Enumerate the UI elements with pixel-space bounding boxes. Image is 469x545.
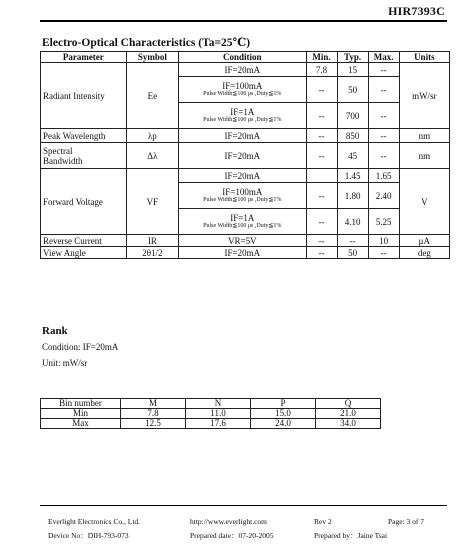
condition-cell: VR=5V — [179, 235, 306, 247]
symbol-delta-lambda: Δλ — [126, 143, 178, 169]
rank-title: Rank — [42, 325, 68, 337]
table-row — [41, 129, 450, 143]
param-forward-voltage: Forward Voltage — [41, 169, 127, 235]
min-cell: 15.0 — [251, 409, 316, 419]
min-cell: -- — [306, 143, 337, 169]
max-label: Max — [41, 419, 121, 429]
header-condition: Condition — [179, 52, 306, 63]
max-cell: 24.0 — [251, 419, 316, 429]
rank-bin-table — [40, 398, 381, 429]
min-cell: 11.0 — [186, 409, 251, 419]
max-cell: -- — [368, 247, 399, 259]
condition-cell: IF=20mA — [179, 247, 306, 259]
header-divider — [40, 20, 447, 22]
bin-m: M — [121, 399, 186, 409]
param-line-1: Spectral — [43, 145, 73, 156]
condition-note: Pulse Width≦100 μs ,Duty≦1% — [203, 197, 282, 203]
param-spectral-bandwidth — [41, 143, 127, 169]
condition-note: Pulse Width≦100 μs ,Duty≦1% — [203, 223, 282, 229]
footer-company: Everlight Electronics Co., Ltd. — [48, 517, 141, 526]
param-peak-wavelength: Peak Wavelength — [41, 129, 127, 143]
min-cell: -- — [306, 247, 337, 259]
max-cell: -- — [368, 143, 399, 169]
typ-cell: 50 — [337, 247, 368, 259]
table-row — [41, 247, 450, 259]
footer-page: Page: 3 of 7 — [388, 517, 425, 526]
condition-cell: IF=20mA — [179, 143, 306, 169]
param-radiant-intensity: Radiant Intensity — [41, 63, 127, 129]
table-row — [41, 143, 450, 169]
table-row — [41, 399, 381, 409]
table-header-row — [41, 52, 450, 63]
header-units: Units — [399, 52, 449, 63]
footer-rev: Rev 2 — [314, 517, 332, 526]
symbol-ee: Ee — [126, 63, 178, 129]
max-cell: 17.6 — [186, 419, 251, 429]
condition-cell — [179, 103, 306, 129]
max-cell: -- — [368, 63, 399, 77]
min-cell — [306, 169, 337, 183]
min-cell: 7.8 — [121, 409, 186, 419]
symbol-ir: IR — [126, 235, 178, 247]
max-cell: 10 — [368, 235, 399, 247]
units-ua: μA — [399, 235, 449, 247]
typ-cell: 50 — [337, 77, 368, 103]
units-nm: nm — [399, 143, 449, 169]
table-row — [41, 419, 381, 429]
min-cell: -- — [306, 209, 337, 235]
max-cell: 1.65 — [368, 169, 399, 183]
max-cell: 2.40 — [368, 183, 399, 209]
bin-q: Q — [316, 399, 381, 409]
condition-cell: IF=20mA — [179, 129, 306, 143]
footer-prepared-by: Prepared by：Jaine Tsai — [314, 531, 388, 540]
symbol-2theta: 2θ1/2 — [126, 247, 178, 259]
header-min: Min. — [306, 52, 337, 63]
footer-device-no: Device No：DIH-793-073 — [48, 531, 129, 540]
rank-unit: Unit: mW/sr — [42, 358, 88, 368]
units-nm: nm — [399, 129, 449, 143]
condition-note: Pulse Width≦100 μs ,Duty≦1% — [203, 91, 282, 97]
header-max: Max. — [368, 52, 399, 63]
condition-cell — [179, 209, 306, 235]
table-row — [41, 235, 450, 247]
table-row — [41, 169, 450, 183]
section-title: Electro-Optical Characteristics (Ta=25℃) — [42, 37, 251, 49]
min-label: Min — [41, 409, 121, 419]
min-cell: -- — [306, 183, 337, 209]
units-deg: deg — [399, 247, 449, 259]
typ-cell: 15 — [337, 63, 368, 77]
max-cell: 12.5 — [121, 419, 186, 429]
condition-text: IF=20mA — [224, 64, 261, 75]
typ-cell: -- — [337, 235, 368, 247]
typ-cell: 850 — [337, 129, 368, 143]
symbol-lambda-p: λp — [126, 129, 178, 143]
max-cell: 34.0 — [316, 419, 381, 429]
typ-cell: 1.45 — [337, 169, 368, 183]
rank-condition: Condition: IF=20mA — [42, 342, 119, 352]
condition-text: IF=100mA — [222, 81, 263, 91]
typ-cell: 45 — [337, 143, 368, 169]
header-typ: Typ. — [337, 52, 368, 63]
units-v: V — [399, 169, 449, 235]
electro-optical-table — [40, 51, 450, 259]
min-cell: -- — [306, 235, 337, 247]
typ-cell: 1.80 — [337, 183, 368, 209]
units-mw-sr: mW/sr — [399, 63, 449, 129]
condition-cell — [179, 183, 306, 209]
part-number: HIR7393C — [388, 4, 445, 18]
condition-text: IF=1A — [230, 107, 255, 117]
min-cell: 21.0 — [316, 409, 381, 419]
footer-prepared-date: Prepared date：07-20-2005 — [190, 531, 274, 540]
condition-cell — [179, 63, 306, 77]
bin-header: Bin number — [41, 399, 121, 409]
min-cell: -- — [306, 77, 337, 103]
max-cell: -- — [368, 103, 399, 129]
table-row — [41, 63, 450, 77]
max-cell: 5.25 — [368, 209, 399, 235]
condition-cell: IF=20mA — [179, 169, 306, 183]
typ-cell: 4.10 — [337, 209, 368, 235]
param-line-2: Bandwidth — [43, 155, 83, 166]
condition-cell — [179, 77, 306, 103]
param-reverse-current: Reverse Current — [41, 235, 127, 247]
min-cell: 7.8 — [306, 63, 337, 77]
param-view-angle: View Angle — [41, 247, 127, 259]
condition-text: IF=1A — [230, 213, 255, 223]
max-cell: -- — [368, 129, 399, 143]
footer-divider — [40, 505, 447, 506]
max-cell: -- — [368, 77, 399, 103]
symbol-vf: VF — [126, 169, 178, 235]
condition-note: Pulse Width≦100 μs ,Duty≦1% — [203, 117, 282, 123]
header-symbol: Symbol — [126, 52, 178, 63]
footer-url[interactable]: http://www.everlight.com — [190, 517, 267, 526]
table-row — [41, 409, 381, 419]
condition-text: IF=100mA — [222, 187, 263, 197]
typ-cell: 700 — [337, 103, 368, 129]
min-cell: -- — [306, 129, 337, 143]
header-parameter: Parameter — [41, 52, 127, 63]
bin-p: P — [251, 399, 316, 409]
bin-n: N — [186, 399, 251, 409]
min-cell: -- — [306, 103, 337, 129]
